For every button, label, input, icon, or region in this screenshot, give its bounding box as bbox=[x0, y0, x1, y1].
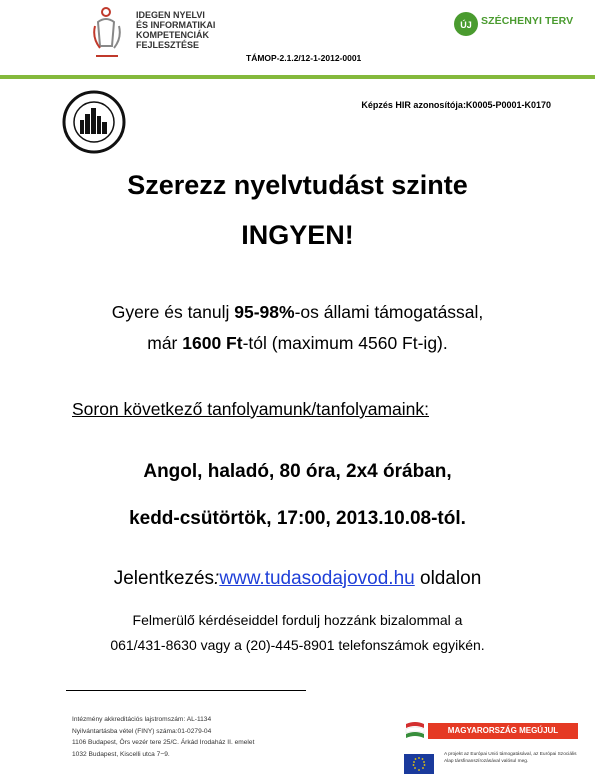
offer-line-1 bbox=[0, 302, 595, 323]
registration-label: Jelentkezés bbox=[113, 568, 215, 589]
registration-suffix: oldalon bbox=[414, 568, 482, 589]
course-line-1: Angol, haladó, 80 óra, 2x4 órában, bbox=[143, 461, 452, 482]
offer-line-2 bbox=[0, 333, 595, 354]
registration-line bbox=[0, 568, 595, 590]
tamop-code: TÁMOP-2.1.2/12-1-2012-0001 bbox=[246, 53, 362, 63]
magyarorszag-megujul-banner: MAGYARORSZÁG MEGÚJUL bbox=[428, 723, 578, 739]
eu-flag-icon bbox=[404, 754, 434, 774]
project-figure-logo bbox=[92, 6, 122, 58]
offer-text: -os állami támogatással, bbox=[294, 302, 484, 322]
project-name-line: FEJLESZTÉSE bbox=[136, 40, 200, 50]
footer-line: Nyilvántartásba vétel (FINY) száma:01-0279-04 bbox=[72, 727, 212, 735]
offer-text: -tól (maximum 4560 Ft-ig). bbox=[242, 333, 448, 353]
hungary-flag-icon bbox=[404, 720, 426, 742]
offer-percent: 95-98% bbox=[234, 302, 295, 322]
offer-text: Gyere és tanulj bbox=[111, 302, 235, 322]
contact-line-1: Felmerülő kérdéseiddel fordulj hozzánk bizalommal a bbox=[132, 612, 463, 628]
eu-funding-text: A projekt az Európai Unió támogatásával, az Európai Szociális Alap társfinanszírozásával valósul meg. bbox=[444, 752, 577, 764]
manhattan-nyelvstudio-logo bbox=[62, 90, 126, 154]
project-name-line: KOMPETENCIÁK bbox=[136, 30, 210, 40]
header-divider bbox=[0, 75, 595, 79]
course-line-2: kedd-csütörtök, 17:00, 2013.10.08-tól. bbox=[129, 508, 466, 529]
registration-link[interactable]: www.tudasodajovod.hu bbox=[219, 568, 415, 589]
project-name-line: ÉS INFORMATIKAI bbox=[136, 20, 216, 30]
courses-heading: Soron következő tanfolyamunk/tanfolyamaink: bbox=[72, 399, 429, 419]
project-name bbox=[136, 10, 266, 50]
contact-line-2: 061/431-8630 vagy a (20)-445-8901 telefonszámok egyikén. bbox=[110, 637, 485, 653]
footer-line: Intézmény akkreditációs lajstromszám: AL-1134 bbox=[72, 716, 212, 723]
footer-line: 1106 Budapest, Örs vezér tere 25/C. Árkád Irodaház II. emelet bbox=[72, 739, 255, 746]
footer-info bbox=[72, 714, 254, 760]
footer-divider bbox=[66, 690, 306, 691]
footer-line: 1032 Budapest, Kiscelli utca 7−9. bbox=[72, 750, 170, 758]
offer-text: már bbox=[147, 333, 183, 353]
hir-identifier: Képzés HIR azonosítója:K0005-P0001-K0170 bbox=[361, 100, 551, 110]
registration-colon: : bbox=[214, 568, 220, 589]
offer-price: 1600 Ft bbox=[182, 333, 243, 353]
szechenyi-badge: ÚJ bbox=[460, 20, 472, 30]
headline-line-2: INGYEN! bbox=[241, 220, 354, 250]
headline-line-1: Szerezz nyelvtudást szinte bbox=[127, 170, 468, 200]
szechenyi-terv-text: SZÉCHENYI TERV bbox=[481, 15, 574, 27]
project-name-line: IDEGEN NYELVI bbox=[136, 10, 205, 20]
